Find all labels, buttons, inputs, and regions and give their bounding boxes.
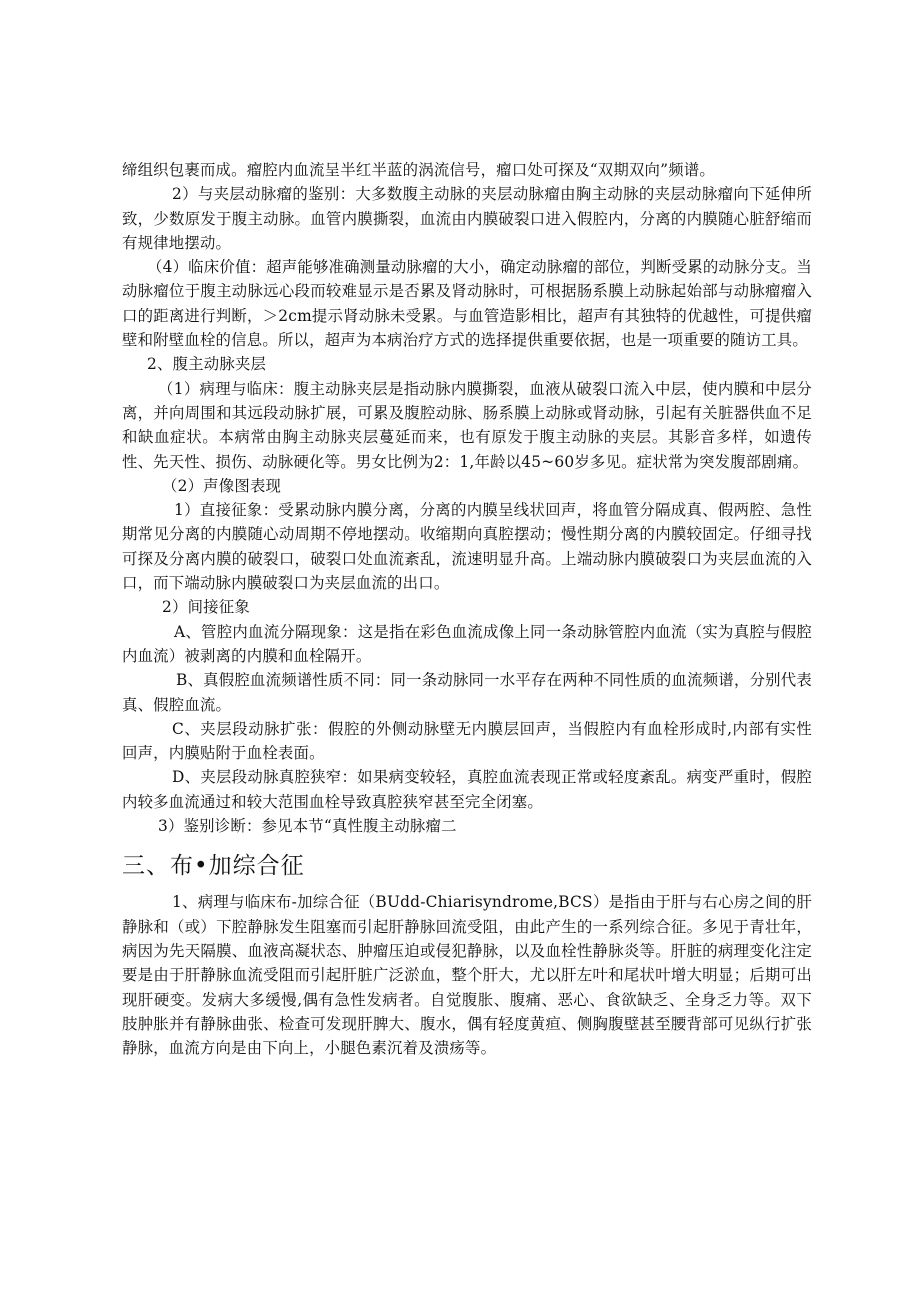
paragraph-differential-diagnosis: 3）鉴别诊断：参见本节“真性腹主动脉瘤二 [158, 817, 457, 836]
document-body [122, 158, 812, 1060]
section-heading-budd-chiari: 三、布•加综合征 [122, 853, 305, 880]
subsection-title-indirect-signs: 2）间接征象 [162, 598, 250, 617]
paragraph-sign-a: A、管腔内血流分隔现象：这是指在彩色血流成像上同一条动脉管腔内血流（实为真腔与假腔内血流）被剥离的内膜和血栓隔开。 [122, 622, 812, 665]
paragraph-clinical-value: （4）临床价值：超声能够准确测量动脉瘤的大小，确定动脉瘤的部位，判断受累的动脉分支。当动脉瘤位于腹主动脉远心段而较难显示是否累及肾动脉时，可根据肠系膜上动脉起始部与动脉瘤瘤入口的距离进行判断，＞2cm提示肾动脉未受累。与血管造影相比，超声有其独特的优越性，可提供瘤壁和附壁血栓的信息。所以，超声为本病治疗方式的选择提供重要依据，也是一项重要的随访工具。 [122, 258, 812, 350]
paragraph-direct-signs: 1）直接征象：受累动脉内膜分离，分离的内膜呈线状回声，将血管分隔成真、假两腔、急性期常见分离的内膜随心动周期不停地摆动。收缩期向真腔摆动；慢性期分离的内膜较固定。仔细寻找可探及分离内膜的破裂口，破裂口处血流紊乱，流速明显升高。上端动脉内膜破裂口为夹层血流的入口，而下端动脉内膜破裂口为夹层血流的出口。 [122, 501, 812, 593]
paragraph-pathology-clinical: （1）病理与临床：腹主动脉夹层是指动脉内膜撕裂，血液从破裂口流入中层，使内膜和中层分离，并向周围和其远段动脉扩展，可累及腹腔动脉、肠系膜上动脉或肾动脉，引起有关脏器供血不足和缺血症状。本病常由胸主动脉夹层蔓延而来，也有原发于腹主动脉的夹层。其影音多样，如遗传性、先天性、损伤、动脉硬化等。男女比例为2：1,年龄以45~60岁多见。症状常为突发腹部剧痛。 [122, 379, 812, 471]
paragraph-sign-b: B、真假腔血流频谱性质不同：同一条动脉同一水平存在两种不同性质的血流频谱，分别代表真、假腔血流。 [122, 671, 812, 714]
section-title-abdominal-dissection: 2、腹主动脉夹层 [147, 355, 267, 374]
paragraph-dissection-differential: 2）与夹层动脉瘤的鉴别：大多数腹主动脉的夹层动脉瘤由胸主动脉的夹层动脉瘤向下延伸所致，少数原发于腹主动脉。血管内膜撕裂，血流由内膜破裂口进入假腔内，分离的内膜随心脏舒缩而有规律地摆动。 [122, 185, 812, 252]
paragraph-budd-chiari-pathology: 1、病理与临床布-加综合征（BUdd-Chiarisyndrome,BCS）是指由于肝与右心房之间的肝静脉和（或）下腔静脉发生阻塞而引起肝静脉回流受阻，由此产生的一系列综合征。多见于青壮年，病因为先天隔膜、血液高凝状态、肿瘤压迫或侵犯静脉，以及血栓性静脉炎等。肝脏的病理变化注定要是由于肝静脉血流受阻而引起肝脏广泛淤血，整个肝大，尤以肝左叶和尾状叶增大明显；后期可出现肝硬变。发病大多缓慢,偶有急性发病者。自觉腹胀、腹痛、恶心、食欲缺乏、全身乏力等。双下肢肿胀并有静脉曲张、检查可发现肝脾大、腹水，偶有轻度黄疸、侧胸腹壁甚至腰背部可见纵行扩张静脉，血流方向是由下向上，小腿色素沉着及溃疡等。 [122, 893, 812, 1058]
subsection-title-sonographic-findings: （2）声像图表现 [162, 476, 282, 495]
paragraph-sign-d: D、夹层段动脉真腔狭窄：如果病变较轻，真腔血流表现正常或轻度紊乱。病变严重时，假腔内较多血流通过和较大范围血栓导致真腔狭窄甚至完全闭塞。 [122, 768, 812, 811]
paragraph-sign-c: C、夹层段动脉扩张：假腔的外侧动脉壁无内膜层回声，当假腔内有血栓形成时,内部有实性回声，内膜贴附于血栓表面。 [122, 719, 812, 763]
paragraph-continuation: 缔组织包裹而成。瘤腔内血流呈半红半蓝的涡流信号，瘤口处可探及“双期双向”频谱。 [122, 161, 715, 179]
